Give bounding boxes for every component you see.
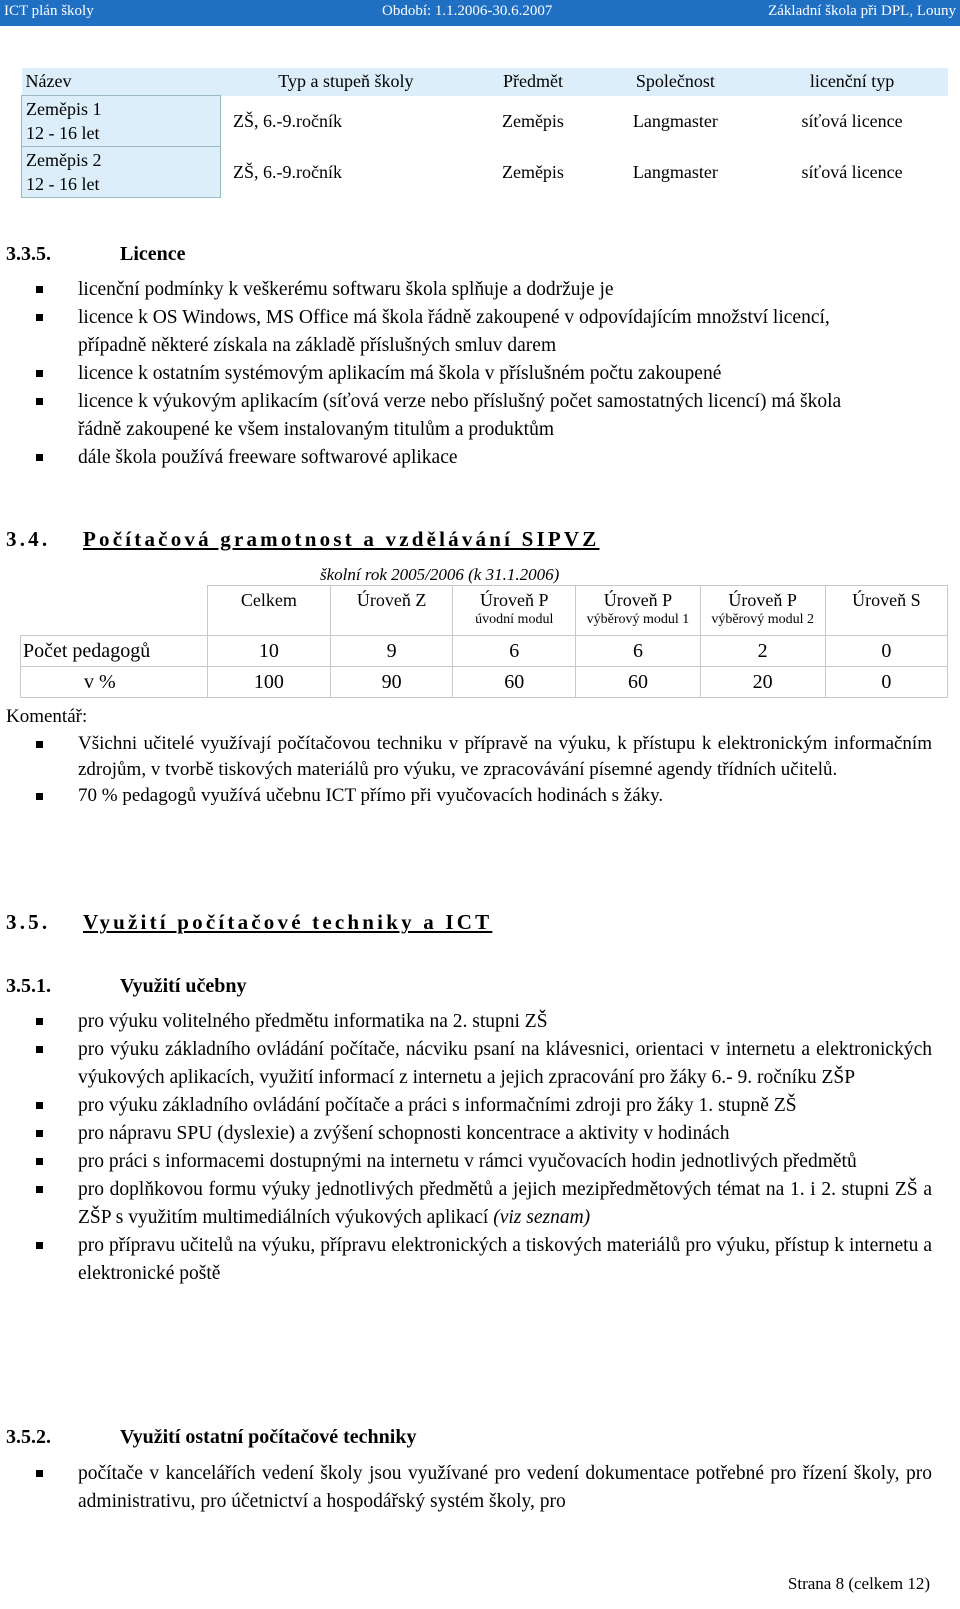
- other-tech-list: [32, 1460, 932, 1516]
- page-number: Strana 8 (celkem 12): [787, 1574, 930, 1593]
- software-type: ZŠ, 6.-9.ročník: [233, 110, 342, 131]
- comment-label: Komentář:: [6, 706, 88, 727]
- table-cell: 60: [576, 667, 700, 698]
- col-subject: Předmět: [472, 68, 594, 96]
- page-header: [0, 0, 960, 26]
- col-type: Typ a stupeň školy: [221, 68, 472, 96]
- classroom-use-list: [32, 1008, 932, 1288]
- col-level-p-elective-1: Úroveň P výběrový modul 1: [576, 586, 700, 636]
- header-right: Základní škola při DPL, Louny: [768, 3, 956, 19]
- table-cell: 20: [700, 667, 825, 698]
- header-left: ICT plán školy: [4, 3, 94, 19]
- table-row: [21, 667, 948, 698]
- table-row: [21, 636, 948, 667]
- row-label: Počet pedagogů: [21, 636, 208, 667]
- col-level-p-intro: Úroveň P úvodní modul: [453, 586, 576, 636]
- list-item: 70 % pedagogů využívá učebnu ICT přímo při vyučovacích hodinách s žáky.: [32, 783, 932, 809]
- table-cell: 0: [825, 636, 947, 667]
- comment-list: [32, 731, 932, 809]
- list-item: licence k OS Windows, MS Office má škola řádně zakoupené v odpovídajícím množství licencí, případně některé získala na základě příslušných smluv darem: [32, 304, 872, 360]
- table-header-row: [22, 68, 948, 96]
- list-item: pro výuku základního ovládání počítače a práci s informačními zdroji pro žáky 1. stupně ZŠ: [32, 1092, 932, 1120]
- table-cell: 9: [331, 636, 453, 667]
- table-cell: 90: [331, 667, 453, 698]
- software-table: [21, 68, 948, 198]
- list-item: počítače v kancelářích vedení školy jsou využívané pro vedení dokumentace potřebné pro řízení školy, pro administrativu, pro účetnictví a hospodářský systém školy, pro: [32, 1460, 932, 1516]
- list-item: Všichni učitelé využívají počítačovou techniku v přípravě na výuku, k přístupu k elektronickým informačním zdrojům, v tvorbě tiskových materiálů pro výuku, ve zpracovávání písemné agendy třídních učitelů.: [32, 731, 932, 783]
- col-company: Společnost: [594, 68, 757, 96]
- table-cell: 60: [453, 667, 576, 698]
- list-item: licence k ostatním systémovým aplikacím má škola v příslušném počtu zakoupené: [32, 360, 872, 388]
- header-center: Období: 1.1.2006-30.6.2007: [382, 3, 553, 19]
- list-item: pro výuku volitelného předmětu informatika na 2. stupni ZŠ: [32, 1008, 932, 1036]
- software-name: Zeměpis 2 12 - 16 let: [22, 147, 221, 198]
- col-level-z: Úroveň Z: [331, 586, 453, 636]
- row-label: v %: [21, 667, 208, 698]
- software-subject: Zeměpis: [501, 110, 564, 131]
- table-cell: 100: [207, 667, 330, 698]
- list-item: licenční podmínky k veškerému softwaru škola splňuje a dodržuje je: [32, 276, 872, 304]
- list-item: pro přípravu učitelů na výuku, přípravu elektronických a tiskových materiálů pro výuku, přístup k internetu a elektronické poště: [32, 1232, 932, 1288]
- table-cell: 6: [576, 636, 700, 667]
- table-cell: 2: [700, 636, 825, 667]
- license-list: [32, 276, 872, 472]
- table-cell: 0: [825, 667, 947, 698]
- list-item: pro doplňkovou formu výuky jednotlivých předmětů a jejich mezipředmětových témat na 1. i 2. stupni ZŠ a ZŠP s využitím multimediálních výukových aplikací (viz seznam): [32, 1176, 932, 1232]
- col-total: Celkem: [207, 586, 330, 636]
- list-item: pro práci s informacemi dostupnými na internetu v rámci vyučovacích hodin jednotlivých předmětů: [32, 1148, 932, 1176]
- col-license: licenční typ: [757, 68, 948, 96]
- list-item: dále škola používá freeware softwarové aplikace: [32, 444, 872, 472]
- col-level-s: Úroveň S: [825, 586, 947, 636]
- table-cell: 10: [207, 636, 330, 667]
- software-company: Langmaster: [632, 110, 718, 131]
- software-name: Zeměpis 1 12 - 16 let: [22, 96, 221, 147]
- table-cell: 6: [453, 636, 576, 667]
- table-row: [22, 96, 948, 147]
- col-level-p-elective-2: Úroveň P výběrový modul 2: [700, 586, 825, 636]
- software-type: ZŠ, 6.-9.ročník: [233, 161, 342, 182]
- software-company: Langmaster: [632, 161, 718, 182]
- list-item: licence k výukovým aplikacím (síťová verze nebo příslušný počet samostatných licencí) má škola řádně zakoupené ke všem instalovaným titulům a produktům: [32, 388, 872, 444]
- teachers-table: [20, 585, 948, 698]
- list-note: (viz seznam): [493, 1207, 591, 1228]
- table-caption: školní rok 2005/2006 (k 31.1.2006): [320, 565, 560, 584]
- list-item: pro nápravu SPU (dyslexie) a zvýšení schopnosti koncentrace a aktivity v hodinách: [32, 1120, 932, 1148]
- col-name: Název: [22, 68, 221, 96]
- software-subject: Zeměpis: [501, 161, 564, 182]
- table-row: [22, 147, 948, 198]
- software-license: síťová licence: [801, 110, 903, 131]
- software-license: síťová licence: [801, 161, 903, 182]
- list-item: pro výuku základního ovládání počítače, nácviku psaní na klávesnici, orientaci v internetu a elektronických výukových aplikacích, využití informací z internetu a jejich zpracování pro žáky 6.- 9. ročníku ZŠP: [32, 1036, 932, 1092]
- table-header-row: [21, 586, 948, 636]
